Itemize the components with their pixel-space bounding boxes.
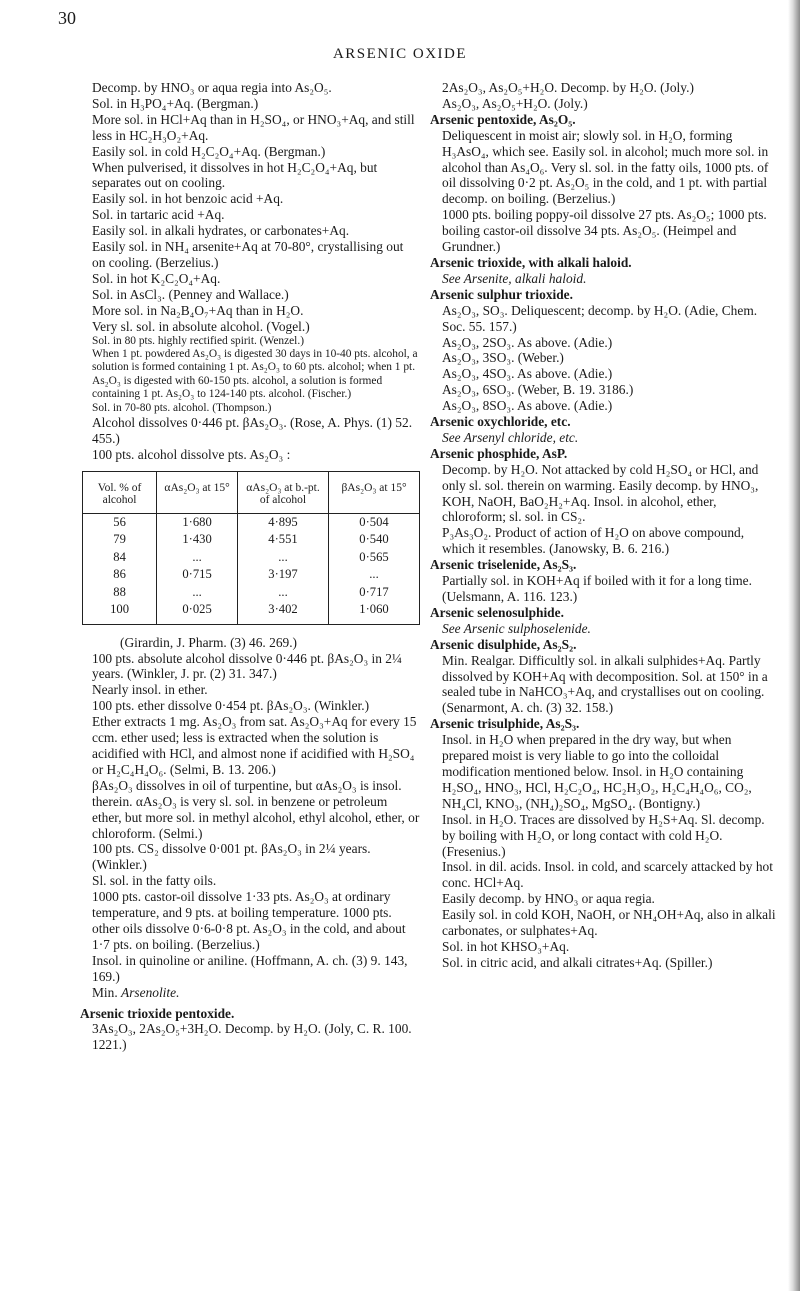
table-cell: 0·504 [328,513,419,531]
paragraph: 2As₂O₃, As₂O₅+H₂O. Decomp. by H₂O. (Joly.) [442,80,694,95]
mineral-line [80,985,420,1001]
min-name: Arsenolite. [121,984,180,1000]
paragraph: Sl. sol. in the fatty oils. [92,873,217,889]
paragraph: Easily sol. in NH₄ arsenite+Aq at 70-80°, crystallising out on cooling. (Berzelius.) [92,239,404,270]
small-print-notes [80,335,420,415]
paragraph: Insol. in dil. acids. Insol. in cold, and scarcely attacked by hot conc. HCl+Aq. [442,859,773,891]
table-cell: 0·717 [328,584,419,602]
paragraph: Sol. in tartaric acid +Aq. [92,207,225,223]
note: When 1 pt. powdered As₂O₃ is digested 30 days in 10-40 pts. alcohol, a solution is formed containing 1 pt. As₂O₃ to 60 pts. alcohol; when 1 pt. As₂O₃ is digested with 60-150 pts. alcohol, a solution is formed containing 1 pt. As₂O₃ to 124-140 pts. alcohol. (Fischer.) [92,347,418,401]
paragraph: 100 pts. alcohol dissolve pts. As₂O₃ : [92,446,291,462]
paragraph: As₂O₃, 6SO₃. (Weber, B. 19. 3186.) [442,382,634,398]
section-heading: Arsenic triselenide, As₂S₃. [430,557,577,573]
table-cell: ... [238,584,329,602]
cross-reference: See Arsenyl chloride, etc. [442,429,579,445]
table-cell: 56 [83,513,157,531]
paragraph: 1000 pts. castor-oil dissolve 1·33 pts. As₂O₃ at ordinary temperature, and 9 pts. at boiling temperature. 1000 pts. other oils dissolve 0·6-0·8 pt. As₂O₃ in the cold, and about 1·7 pts. on boiling. (Berzelius.) [92,889,406,952]
table-cell: 3·197 [238,566,329,584]
paragraph: Easily decomp. by HNO₃ or aqua regia. [442,891,655,907]
paragraph: Deliquescent in moist air; slowly sol. in H₂O, forming H₃AsO₄, which see. Easily sol. in alcohol; much more sol. in alcohol than As₄O₆. Very sl. sol. in the fatty oils, 1000 pts. of oil dissolving 0·2 pt. As₂O₅ in the cold, and 1 pt. with partial decomp. on boiling. (Berzelius.) [442,127,769,207]
table-cell: 84 [83,549,157,567]
table-cell: 79 [83,531,157,549]
paragraph: 100 pts. absolute alcohol dissolve 0·446 pt. βAs₂O₃ in 2¼ years. (Winkler, J. pr. (2) 31. 347.) [92,650,402,682]
table-cell: 1·680 [157,513,238,531]
page-number: 30 [58,8,76,28]
paragraph: As₂O₃, As₂O₅+H₂O. (Joly.) [442,95,588,111]
paragraph: Insol. in H₂O when prepared in the dry way, but when prepared moist is very liable to go into the colloidal modification mentioned below. Insol. in H₂O containing H₂SO₄, HNO₃, HCl, H₂C₂O₄, HC₂H₃O₂, H₂C₄H₄O₆, CO₂, NH₄Cl, KNO₃, (NH₄)₂SO₄, MgSO₄. (Bontigny.) [442,732,752,811]
table-cell: 0·540 [328,531,419,549]
table-cell: 3·402 [238,601,329,624]
table-cell: 100 [83,601,157,624]
solubility-table [82,471,420,625]
intro-paragraphs [80,80,420,335]
paragraph: More sol. in HCl+Aq than in H₂SO₄, or HNO₃+Aq, and still less in HC₂H₃O₂+Aq. [92,111,415,143]
table-cell: 0·565 [328,549,419,567]
paragraph: Sol. in AsCl₃. (Penney and Wallace.) [92,286,289,302]
page-edge-shadow [788,0,800,1291]
paragraph: Sol. in hot K₂C₂O₄+Aq. [92,270,221,286]
paragraph: As₂O₃, 3SO₃. (Weber.) [442,350,564,366]
paragraph: Alcohol dissolves 0·446 pt. βAs₂O₃. (Rose, A. Phys. (1) 52. 455.) [92,414,413,446]
left-column [80,80,420,1053]
section-heading: Arsenic phosphide, AsP. [430,445,568,461]
right-column [430,80,778,971]
running-header: ARSENIC OXIDE [332,46,468,62]
section-heading: Arsenic trioxide pentoxide. [80,1005,235,1021]
table-row [83,531,420,549]
table-cell: 0·715 [157,566,238,584]
paragraph: When pulverised, it dissolves in hot H₂C₂O₄+Aq, but separates out on cooling. [92,159,378,191]
table-row [83,549,420,567]
table-header: αAs₂O₃ at b.-pt. of alcohol [238,471,329,513]
paragraph: Decomp. by H₂O. Not attacked by cold H₂SO₄ or HCl, and only sl. sol. therein on warming. Easily decomp. by HNO₃, KOH, NaOH, BaO₂H₂+Aq. Insol. in alcohol, ether, chloroform; sl. sol. in CS₂. [442,461,759,525]
section-heading: Arsenic selenosulphide. [430,604,564,620]
cross-reference: See Arsenic sulphoselenide. [442,620,591,636]
table-row [83,566,420,584]
table-cell: 0·025 [157,601,238,624]
paragraph: Sol. in hot KHSO₃+Aq. [442,938,570,954]
table-cell: ... [328,566,419,584]
paragraph: Sol. in citric acid, and alkali citrates+Aq. (Spiller.) [442,954,713,970]
table-cell: ... [157,584,238,602]
paragraph: Sol. in H₃PO₄+Aq. (Bergman.) [92,95,259,111]
section-heading: Arsenic trioxide, with alkali haloid. [430,254,632,270]
section-heading: Arsenic sulphur trioxide. [430,286,573,302]
table-cell: ... [238,549,329,567]
note: Sol. in 80 pts. highly rectified spirit. (Wenzel.) [92,334,304,347]
section-heading: Arsenic trisulphide, As₂S₃. [430,716,580,732]
table-cell: 88 [83,584,157,602]
paragraph: 100 pts. ether dissolve 0·454 pt. βAs₂O₃. (Winkler.) [92,698,370,714]
paragraph: Partially sol. in KOH+Aq if boiled with it for a long time. (Uelsmann, A. 116. 123.) [442,573,752,604]
paragraph: P₃As₃O₂. Product of action of H₂O on above compound, which it resembles. (Janowsky, B. 6. 216.) [442,525,745,557]
paragraph: Ether extracts 1 mg. As₂O₃ from sat. As₂O₃+Aq for every 15 ccm. ether used; less is extracted when the solution is acidified with HCl, and almost none if acidified with H₂SO₄ or H₂C₄H₄O₆. (Selmi, B. 13. 206.) [92,714,417,777]
table-cell: 86 [83,566,157,584]
table-row [83,584,420,602]
paragraph: 3As₂O₃, 2As₂O₅+3H₂O. Decomp. by H₂O. (Joly, C. R. 100. 1221.) [92,1021,412,1053]
table-cell: 1·060 [328,601,419,624]
section-heading: Arsenic disulphide, As₂S₂. [430,636,577,652]
table-cell: ... [157,549,238,567]
paragraph: More sol. in Na₂B₄O₇+Aq than in H₂O. [92,302,304,318]
paragraph: Easily sol. in cold KOH, NaOH, or NH₄OH+Aq, also in alkali carbonates, or sulphates+Aq. [442,907,776,939]
paragraph: Easily sol. in cold H₂C₂O₄+Aq. (Bergman.) [92,143,326,159]
table-header: Vol. % of alcohol [83,471,157,513]
table-row [83,601,420,624]
paragraph: As₂O₃, 2SO₃. As above. (Adie.) [442,334,613,350]
section-heading: Arsenic oxychloride, etc. [430,414,571,430]
table-cell: 1·430 [157,531,238,549]
paragraph: Easily sol. in hot benzoic acid +Aq. [92,191,284,207]
cross-reference: See Arsenite, alkali haloid. [442,270,587,286]
table-cell: 4·551 [238,531,329,549]
table-header: αAs₂O₃ at 15° [157,471,238,513]
paragraph: As₂O₃, 8SO₃. As above. (Adie.) [442,398,613,414]
paragraph: (Girardin, J. Pharm. (3) 46. 269.) [120,634,298,650]
paragraph: 100 pts. CS₂ dissolve 0·001 pt. βAs₂O₃ in 2¼ years. (Winkler.) [92,841,371,873]
paragraph: Very sl. sol. in absolute alcohol. (Vogel.) [92,318,310,334]
paragraph: As₂O₃, SO₃. Deliquescent; decomp. by H₂O. (Adie, Chem. Soc. 55. 157.) [442,302,758,334]
table-row [83,513,420,531]
paragraph: 1000 pts. boiling poppy-oil dissolve 27 pts. As₂O₅; 1000 pts. boiling castor-oil dissolve 34 pts. As₂O₅. (Heimpel and Grundner.) [442,207,767,255]
section-heading: Arsenic pentoxide, As₂O₅. [430,111,576,127]
paragraph: Min. Realgar. Difficultly sol. in alkali sulphides+Aq. Partly dissolved by KOH+Aq with decomposition. Sol. at 150° in a sealed tube in NaHCO₃+Aq, and crystallises out on cooling. (Senarmont, A. ch. (3) 32. 158.) [442,652,768,716]
note: Sol. in 70-80 pts. alcohol. (Thompson.) [92,401,272,414]
paragraph: Insol. in H₂O. Traces are dissolved by H₂S+Aq. Sl. decomp. by boiling with H₂O, or long contact with cold H₂O. (Fresenius.) [442,811,765,859]
paragraph: βAs₂O₃ dissolves in oil of turpentine, but αAs₂O₃ is insol. therein. αAs₂O₃ is very sl. sol. in benzene or petroleum ether, but more sol. in methyl alcohol, ethyl alcohol, ether, or chloroform. (Selmi.) [92,777,420,841]
paragraph: Nearly insol. in ether. [92,682,208,698]
paragraph: Easily sol. in alkali hydrates, or carbonates+Aq. [92,223,350,239]
paragraph: Decomp. by HNO₃ or aqua regia into As₂O₅. [92,80,332,95]
table-cell: 4·895 [238,513,329,531]
table-header: βAs₂O₃ at 15° [328,471,419,513]
paragraph: As₂O₃, 4SO₃. As above. (Adie.) [442,366,613,382]
paragraph: Insol. in quinoline or aniline. (Hoffmann, A. ch. (3) 9. 143, 169.) [92,952,408,984]
min-label: Min. [92,984,118,1000]
